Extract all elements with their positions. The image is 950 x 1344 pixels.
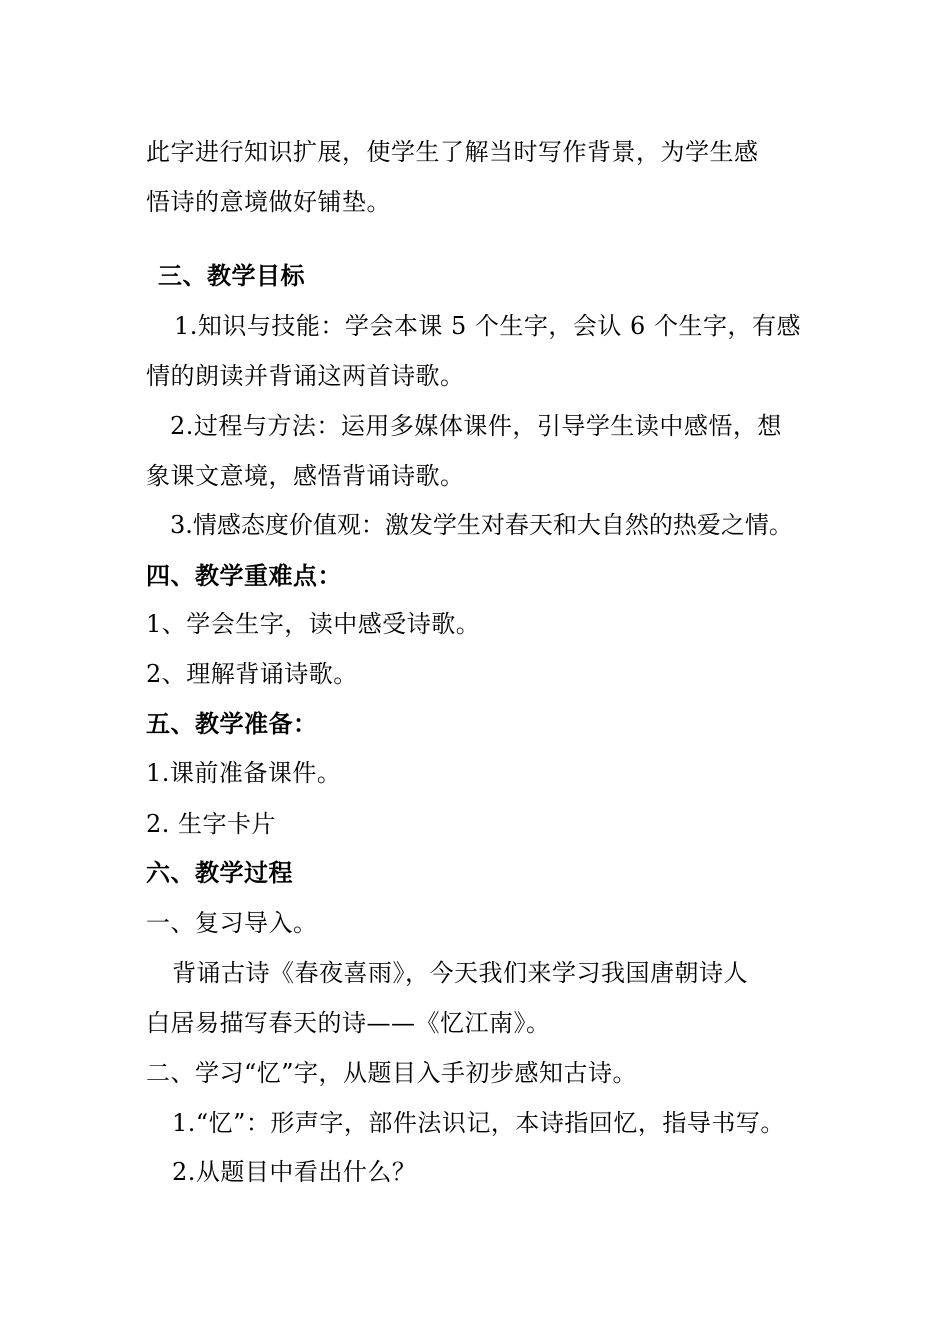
process-step-2-title: 二、学习“忆”字，从题目入手初步感知古诗。 [146,1059,638,1087]
preparation-item-2: 2. 生字卡片 [146,810,277,838]
section-heading-key-points: 四、教学重难点： [146,562,342,590]
key-point-2: 2、理解背诵诗歌。 [146,660,358,688]
preparation-item-1: 1.课前准备课件。 [146,759,342,787]
process-step-1-title: 一、复习导入。 [146,909,318,937]
intro-line-2: 悟诗的意境做好铺垫。 [146,188,391,216]
process-step-1-line-1: 背诵古诗《春夜喜雨》，今天我们来学习我国唐朝诗人 [172,959,748,987]
intro-line-1: 此字进行知识扩展，使学生了解当时写作背景，为学生感 [146,138,759,166]
key-point-1: 1、学会生字，读中感受诗歌。 [146,610,481,638]
objective-1-line-1: 1.知识与技能：学会本课 5 个生字，会认 6 个生字，有感 [174,312,801,340]
section-heading-preparation: 五、教学准备： [146,710,318,738]
objective-1-line-2: 情的朗读并背诵这两首诗歌。 [146,362,465,390]
objective-2-line-1: 2.过程与方法：运用多媒体课件，引导学生读中感悟，想 [170,412,782,440]
process-step-2-item-1: 1.“忆”：形声字，部件法识记，本诗指回忆，指导书写。 [172,1109,785,1137]
objective-3: 3.情感态度价值观：激发学生对春天和大自然的热爱之情。 [170,511,793,539]
section-heading-objectives: 三、教学目标 [158,262,305,290]
objective-2-line-2: 象课文意境，感悟背诵诗歌。 [146,462,465,490]
process-step-2-item-2: 2.从题目中看出什么？ [172,1158,417,1186]
section-heading-process: 六、教学过程 [146,859,293,887]
process-step-1-line-2: 白居易描写春天的诗——《忆江南》。 [146,1009,551,1037]
